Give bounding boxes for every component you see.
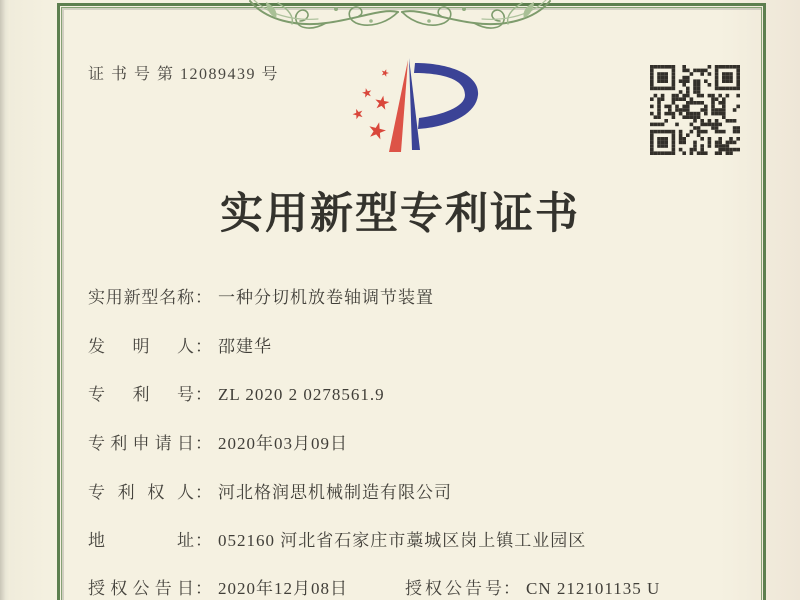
field-row-patentee <box>88 478 452 503</box>
top-ornament-icon <box>248 0 552 30</box>
cnipa-logo-icon <box>330 55 480 155</box>
logo-stars <box>351 68 390 140</box>
field-colon: ： <box>195 385 212 404</box>
logo-p-curve <box>414 63 478 129</box>
field-value: 邵建华 <box>218 337 272 356</box>
field-row-utility-model-name <box>88 283 434 308</box>
field-value: 河北格润思机械制造有限公司 <box>218 483 452 502</box>
field-label: 授权公告日 <box>88 579 194 598</box>
field-colon: ： <box>195 483 212 502</box>
logo-spike-red <box>389 60 408 152</box>
field-value: 2020年03月09日 <box>218 434 348 453</box>
certificate-title: 实用新型专利证书 <box>220 191 580 238</box>
field-colon: ： <box>195 288 212 307</box>
field-label: 专利权人 <box>88 483 194 502</box>
field-label: 发明人 <box>88 337 194 356</box>
field-value: 052160 河北省石家庄市藁城区岗上镇工业园区 <box>218 531 587 550</box>
field-row-filing-date <box>88 429 348 454</box>
field-label: 地址 <box>88 531 194 550</box>
field-colon: ： <box>503 579 520 598</box>
field-value: CN 212101135 U <box>526 579 661 598</box>
field-label: 实用新型名称 <box>88 288 194 307</box>
field-value: 一种分切机放卷轴调节装置 <box>218 288 434 307</box>
field-row-address <box>88 526 586 551</box>
field-colon: ： <box>195 531 212 550</box>
field-colon: ： <box>195 434 212 453</box>
field-label: 专利申请日 <box>88 434 194 453</box>
field-label: 授权公告号 <box>405 579 502 598</box>
field-row-grant-number <box>405 574 660 599</box>
certificate-number: 证 书 号 第 12089439 号 <box>88 66 280 83</box>
page-left-edge <box>0 0 10 600</box>
field-colon: ： <box>195 337 212 356</box>
field-row-inventor <box>88 332 272 357</box>
field-label: 专利号 <box>88 385 194 404</box>
field-value: ZL 2020 2 0278561.9 <box>218 385 385 404</box>
field-row-grant-date <box>88 574 348 599</box>
field-value: 2020年12月08日 <box>218 579 348 598</box>
field-colon: ： <box>195 579 212 598</box>
field-row-patent-number <box>88 380 385 405</box>
qr-code <box>650 65 740 155</box>
